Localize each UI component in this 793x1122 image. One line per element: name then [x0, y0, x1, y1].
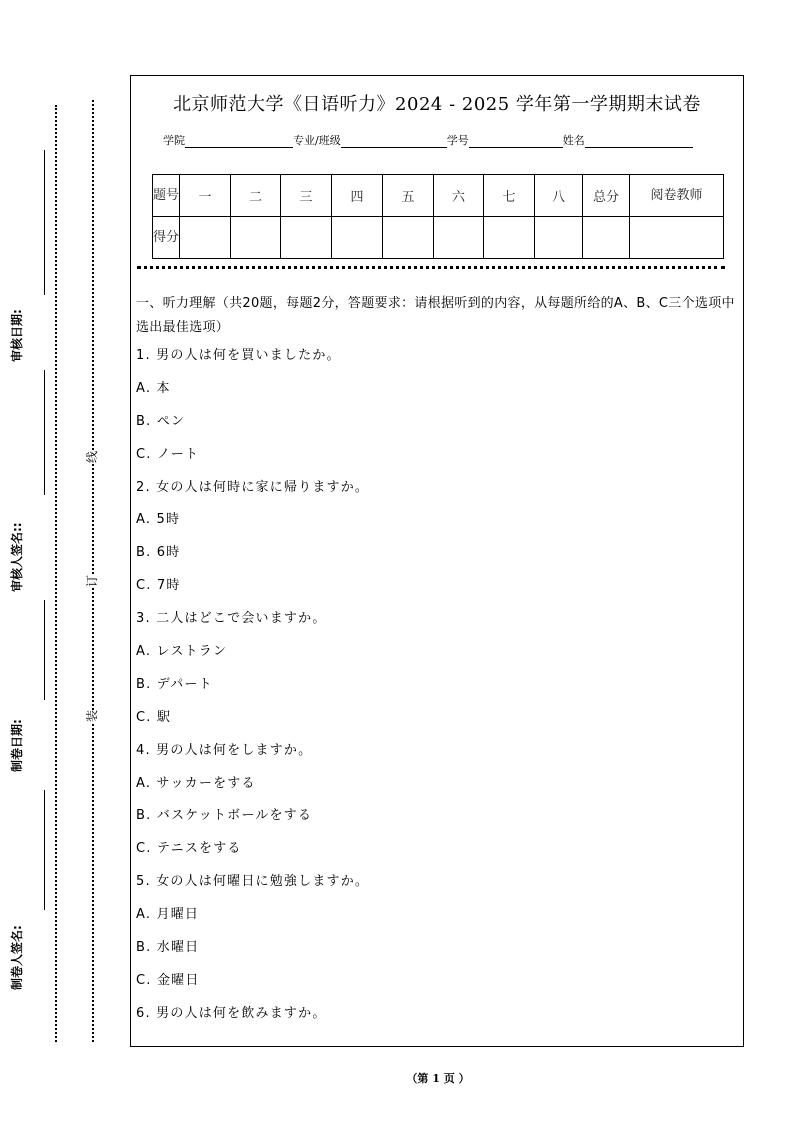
- reviewer-signature-label: 审核人签名::: [10, 522, 24, 592]
- question-stem: 1. 男の人は何を買いましたか。: [136, 348, 341, 363]
- binding-char-bind: 订: [85, 574, 100, 588]
- question-stem: 5. 女の人は何曜日に勉強しますか。: [136, 874, 370, 890]
- name-label: 姓名: [562, 134, 585, 147]
- score-cell-7[interactable]: [484, 217, 535, 259]
- answer-option[interactable]: A. 月曜日: [136, 907, 200, 923]
- question-list: [136, 340, 748, 1031]
- answer-option[interactable]: B. バスケットボールをする: [136, 808, 313, 824]
- answer-option[interactable]: C. ノート: [136, 446, 200, 462]
- score-cell-1[interactable]: [180, 217, 231, 259]
- name-input[interactable]: [585, 135, 693, 148]
- score-table: [152, 174, 724, 259]
- answer-option[interactable]: C. テニスをする: [136, 841, 242, 857]
- maker-signature-label: 制卷人签名:: [10, 925, 24, 990]
- score-cell-2[interactable]: [231, 217, 281, 259]
- maker-signature-line[interactable]: [44, 790, 45, 910]
- score-cell-8[interactable]: [535, 217, 583, 259]
- col-2: 二: [231, 175, 281, 217]
- question-stem: 2. 女の人は何時に家に帰りますか。: [136, 479, 370, 495]
- student-id-input[interactable]: [469, 135, 563, 148]
- binding-char-stitch: 装: [85, 709, 100, 723]
- col-6: 六: [434, 175, 484, 217]
- review-date-label: 审核日期:: [10, 309, 24, 362]
- answer-option[interactable]: A. 5時: [136, 512, 181, 528]
- major-class-input[interactable]: [341, 135, 447, 148]
- question-stem: 3. 二人はどこで会いますか。: [136, 611, 327, 627]
- page-footer: （第 1 页 ）: [406, 1072, 470, 1085]
- col-5: 五: [383, 175, 434, 217]
- answer-option[interactable]: B. 6時: [136, 545, 181, 561]
- exam-title: 北京师范大学《日语听力》2024 - 2025 学年第一学期期末试卷: [173, 94, 701, 115]
- score-cell-6[interactable]: [434, 217, 484, 259]
- score-label: 得分: [153, 217, 180, 259]
- question-number-label: 题号: [153, 175, 180, 217]
- reviewer-signature-line[interactable]: [44, 370, 45, 495]
- answer-option[interactable]: B. 水曜日: [136, 940, 200, 956]
- answer-option[interactable]: C. 駅: [136, 709, 172, 725]
- question-stem: 4. 男の人は何をしますか。: [136, 742, 313, 758]
- college-label: 学院: [163, 134, 185, 147]
- col-3: 三: [281, 175, 332, 217]
- section-instruction: 一、听力理解（共20题，每题2分，答题要求：请根据听到的内容，从每题所给的A、B、C三个选项中选出最佳选项）: [136, 296, 735, 335]
- col-4: 四: [332, 175, 383, 217]
- student-id-label: 学号: [446, 134, 469, 147]
- answer-option[interactable]: A. 本: [136, 380, 171, 396]
- score-cell-4[interactable]: [332, 217, 383, 259]
- answer-option[interactable]: A. レストラン: [136, 644, 228, 660]
- divider-dotted: [137, 266, 725, 269]
- answer-option[interactable]: B. ペン: [136, 413, 186, 429]
- make-date-line[interactable]: [44, 600, 45, 700]
- college-input[interactable]: [185, 135, 293, 148]
- score-cell-3[interactable]: [281, 217, 332, 259]
- col-1: 一: [180, 175, 231, 217]
- answer-option[interactable]: C. 金曜日: [136, 972, 200, 988]
- col-7: 七: [484, 175, 535, 217]
- binding-char-line: 线: [85, 450, 100, 464]
- answer-option[interactable]: A. サッカーをする: [136, 775, 256, 791]
- score-cell-reviewer[interactable]: [630, 217, 724, 259]
- answer-option[interactable]: C. 7時: [136, 578, 181, 594]
- answer-option[interactable]: B. デパート: [136, 676, 213, 692]
- binding-dotted-line-inner: [92, 100, 94, 1042]
- major-class-label: 专业/班级: [293, 134, 341, 147]
- col-reviewer: 阅卷教师: [630, 175, 724, 217]
- score-table-header-row: [153, 175, 724, 217]
- student-info-row: [163, 132, 693, 148]
- score-cell-total[interactable]: [583, 217, 630, 259]
- review-date-line[interactable]: [44, 150, 45, 295]
- exam-frame: [130, 75, 744, 1047]
- score-cell-5[interactable]: [383, 217, 434, 259]
- question-stem: 6. 男の人は何を飲みますか。: [136, 1005, 327, 1021]
- col-8: 八: [535, 175, 583, 217]
- make-date-label: 制卷日期:: [10, 719, 24, 772]
- score-table-score-row: [153, 217, 724, 259]
- binding-dotted-line-outer: [55, 105, 57, 1042]
- section-listening: [136, 292, 748, 1031]
- col-total: 总分: [583, 175, 630, 217]
